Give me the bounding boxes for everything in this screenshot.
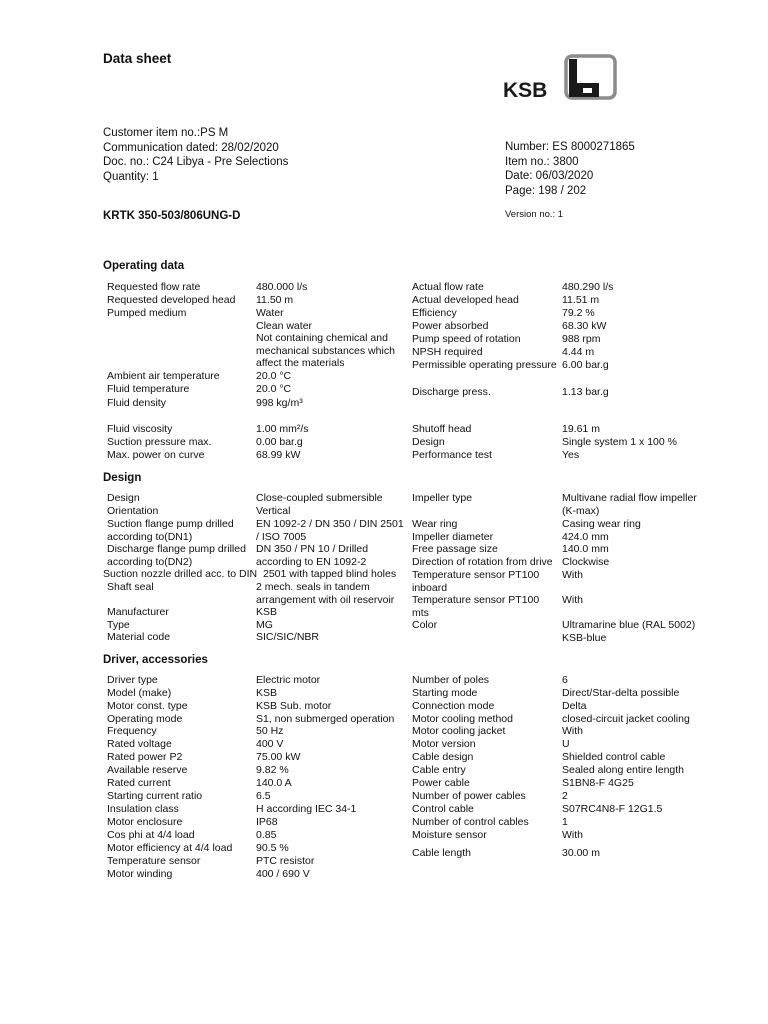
design-left-value: Close-coupled submersible [256, 492, 383, 504]
operating-left-value: 11.50 m [256, 294, 294, 306]
operating-left-label: Fluid density [107, 397, 166, 409]
design-left-label: Orientation [107, 505, 159, 517]
operating-right-value: 4.44 m [562, 346, 595, 358]
operating-right-value: 480.290 l/s [562, 281, 614, 293]
design-right-value: 424.0 mm [562, 531, 609, 543]
design-right-label: Impeller type [412, 492, 473, 504]
operating-right-value: 19.61 m [562, 423, 600, 435]
operating-right-label: Performance test [412, 449, 492, 461]
driver-left-value: 400 / 690 V [256, 868, 310, 880]
driver-left-value: 90.5 % [256, 842, 289, 854]
item-no: Item no.: 3800 [505, 155, 579, 168]
operating-right-value: Single system 1 x 100 % [562, 436, 677, 448]
operating-right-value: 6.00 bar.g [562, 359, 609, 371]
version-number: Version no.: 1 [505, 209, 564, 220]
driver-left-value: PTC resistor [256, 855, 315, 867]
design-left-label: Type [107, 619, 130, 631]
operating-right-label: Actual developed head [412, 294, 519, 306]
driver-left-label: Available reserve [107, 764, 188, 776]
operating-right-value: 79.2 % [562, 307, 595, 319]
driver-left-label: Frequency [107, 725, 157, 737]
driver-left-value: Electric motor [256, 674, 321, 686]
operating-right-label: Pump speed of rotation [412, 333, 521, 345]
operating-right-label: Discharge press. [412, 386, 491, 398]
operating-left-value: 68.99 kW [256, 449, 301, 461]
driver-left-value: 140.0 A [256, 777, 292, 789]
driver-right-value: 2 [562, 790, 568, 802]
operating-left-label: Suction pressure max. [107, 436, 212, 448]
design-left-value: EN 1092-2 / DN 350 / DIN 2501 / ISO 7005 [256, 518, 404, 543]
section-title-operating: Operating data [103, 260, 185, 272]
operating-left-label: Max. power on curve [107, 449, 205, 461]
document-title: Data sheet [103, 51, 172, 66]
driver-right-value: U [562, 738, 570, 750]
driver-right-value: S07RC4N8-F 12G1.5 [562, 803, 663, 815]
design-left-label: Manufacturer [107, 606, 169, 618]
design-left-value: 2501 with tapped blind holes [263, 568, 397, 580]
operating-right-value: 988 rpm [562, 333, 601, 345]
driver-right-label: Connection mode [412, 700, 495, 712]
design-left-value: KSB [256, 606, 278, 618]
driver-left-label: Rated current [107, 777, 171, 789]
communication-date: Communication dated: 28/02/2020 [103, 141, 279, 154]
header-right-block [505, 140, 635, 198]
design-left-label: Discharge flange pump drilled according to(DN2) [107, 543, 246, 568]
driver-left-label: Rated power P2 [107, 751, 183, 763]
driver-left-value: 75.00 kW [256, 751, 301, 763]
design-right-label: Impeller diameter [412, 531, 494, 543]
operating-right-label: NPSH required [412, 346, 483, 358]
driver-left-value: 0.85 [256, 829, 277, 841]
driver-left-label: Motor efficiency at 4/4 load [107, 842, 233, 854]
operating-right-label: Design [412, 436, 445, 448]
driver-left-label: Insulation class [107, 803, 179, 815]
operating-left-label: Fluid viscosity [107, 423, 173, 435]
driver-right-value: With [562, 725, 583, 737]
design-right-value: Multivane radial flow impeller (K-max) [562, 492, 697, 517]
driver-right-label: Cable design [412, 751, 474, 763]
operating-right-label: Permissible operating pressure [412, 359, 557, 371]
driver-left-value: H according IEC 34-1 [256, 803, 357, 815]
driver-right-label: Power cable [412, 777, 470, 789]
design-right-value: Clockwise [562, 556, 610, 568]
operating-right-value: 68.30 kW [562, 320, 607, 332]
design-left-label: Material code [107, 631, 171, 643]
design-right-label: Temperature sensor PT100 mts [412, 594, 540, 619]
operating-left-value: 998 kg/m³ [256, 397, 303, 409]
quantity: Quantity: 1 [103, 170, 159, 183]
operating-right-value: Yes [562, 449, 580, 461]
design-right-label: Color [412, 619, 438, 631]
design-left-value: DN 350 / PN 10 / Drilled according to EN 1092-2 [256, 543, 369, 568]
operating-right-label: Actual flow rate [412, 281, 484, 293]
driver-right-value: With [562, 829, 583, 841]
design-left-label: Design [107, 492, 140, 504]
logo-lettering: KSB [503, 79, 548, 102]
design-right-value: With [562, 594, 583, 606]
operating-left-value: 480.000 l/s [256, 281, 308, 293]
operating-right-label: Efficiency [412, 307, 457, 319]
operating-left-label: Pumped medium [107, 307, 187, 319]
design-right-label: Direction of rotation from drive [412, 556, 553, 568]
design-right-value: Casing wear ring [562, 518, 641, 530]
document-number: Number: ES 8000271865 [505, 141, 635, 153]
document-date: Date: 06/03/2020 [505, 170, 594, 183]
driver-right-value: 30.00 m [562, 847, 600, 859]
driver-right-label: Motor version [412, 738, 476, 750]
operating-left-value: 20.0 °C [256, 383, 292, 395]
driver-right-label: Moisture sensor [412, 829, 487, 841]
driver-right-value: Direct/Star-delta possible [562, 687, 680, 699]
operating-left-label: Requested flow rate [107, 281, 201, 293]
operating-right-value: 11.51 m [562, 294, 600, 306]
driver-right-label: Motor cooling method [412, 713, 513, 725]
driver-right-value: 1 [562, 816, 568, 828]
design-right-value: Ultramarine blue (RAL 5002) KSB-blue [562, 619, 696, 644]
customer-item-no: Customer item no.:PS M [103, 127, 229, 139]
operating-left-label: Ambient air temperature [107, 370, 220, 382]
design-left-label: Suction flange pump drilled according to(DN1) [107, 518, 234, 543]
design-left-value: SIC/SIC/NBR [256, 631, 320, 643]
driver-right-label: Control cable [412, 803, 474, 815]
driver-left-label: Driver type [107, 674, 158, 686]
operating-left-value: Water Clean water Not containing chemical and mechanical substances which affect the materials [256, 307, 395, 370]
section-title-driver: Driver, accessories [103, 654, 208, 666]
section-title-design: Design [103, 472, 142, 484]
driver-left-value: IP68 [256, 816, 278, 828]
page-number: Page: 198 / 202 [505, 184, 587, 197]
driver-left-label: Cos phi at 4/4 load [107, 829, 195, 841]
driver-left-label: Motor const. type [107, 700, 188, 712]
driver-left-value: 50 Hz [256, 725, 284, 737]
driver-left-label: Starting current ratio [107, 790, 203, 802]
driver-left-value: 400 V [256, 738, 284, 750]
design-left-value: MG [256, 619, 273, 631]
design-left-label: Suction nozzle drilled acc. to DIN [103, 568, 258, 580]
design-left-value: 2 mech. seals in tandem arrangement with oil reservoir [256, 581, 395, 606]
design-left-value: Vertical [256, 505, 291, 517]
operating-left-value: 20.0 °C [256, 370, 292, 382]
driver-left-value: 6.5 [256, 790, 271, 802]
driver-right-label: Number of control cables [412, 816, 529, 828]
header-left-block [103, 126, 288, 184]
operating-left-label: Fluid temperature [107, 383, 190, 395]
driver-left-label: Rated voltage [107, 738, 172, 750]
driver-left-label: Motor winding [107, 868, 173, 880]
operating-left-value: 0.00 bar.g [256, 436, 303, 448]
design-right-value: With [562, 569, 583, 581]
driver-left-label: Temperature sensor [107, 855, 201, 867]
driver-left-label: Model (make) [107, 687, 172, 699]
driver-right-label: Number of power cables [412, 790, 526, 802]
ksb-logo [503, 53, 619, 103]
design-right-label: Temperature sensor PT100 inboard [412, 569, 540, 594]
driver-right-label: Starting mode [412, 687, 478, 699]
driver-left-value: 9.82 % [256, 764, 289, 776]
driver-left-label: Motor enclosure [107, 816, 183, 828]
design-right-label: Wear ring [412, 518, 458, 530]
product-name: KRTK 350-503/806UNG-D [103, 210, 241, 222]
driver-right-label: Cable length [412, 847, 471, 859]
design-right-value: 140.0 mm [562, 543, 609, 555]
driver-right-label: Number of poles [412, 674, 490, 686]
driver-right-value: Delta [562, 700, 587, 712]
operating-left-label: Requested developed head [107, 294, 236, 306]
driver-left-value: S1, non submerged operation [256, 713, 395, 725]
driver-right-value: closed-circuit jacket cooling [562, 713, 690, 725]
driver-left-value: KSB [256, 687, 278, 699]
design-left-label: Shaft seal [107, 581, 154, 593]
driver-right-value: Sealed along entire length [562, 764, 685, 776]
driver-left-value: KSB Sub. motor [256, 700, 332, 712]
operating-left-value: 1.00 mm²/s [256, 423, 309, 435]
driver-right-label: Cable entry [412, 764, 466, 776]
driver-left-label: Operating mode [107, 713, 183, 725]
doc-no: Doc. no.: C24 Libya - Pre Selections [103, 156, 289, 169]
operating-right-label: Power absorbed [412, 320, 489, 332]
driver-right-value: S1BN8-F 4G25 [562, 777, 634, 789]
driver-right-value: 6 [562, 674, 568, 686]
driver-right-value: Shielded control cable [562, 751, 666, 763]
operating-right-label: Shutoff head [412, 423, 472, 435]
driver-right-label: Motor cooling jacket [412, 725, 506, 737]
design-right-label: Free passage size [412, 543, 498, 555]
operating-right-value: 1.13 bar.g [562, 386, 609, 398]
